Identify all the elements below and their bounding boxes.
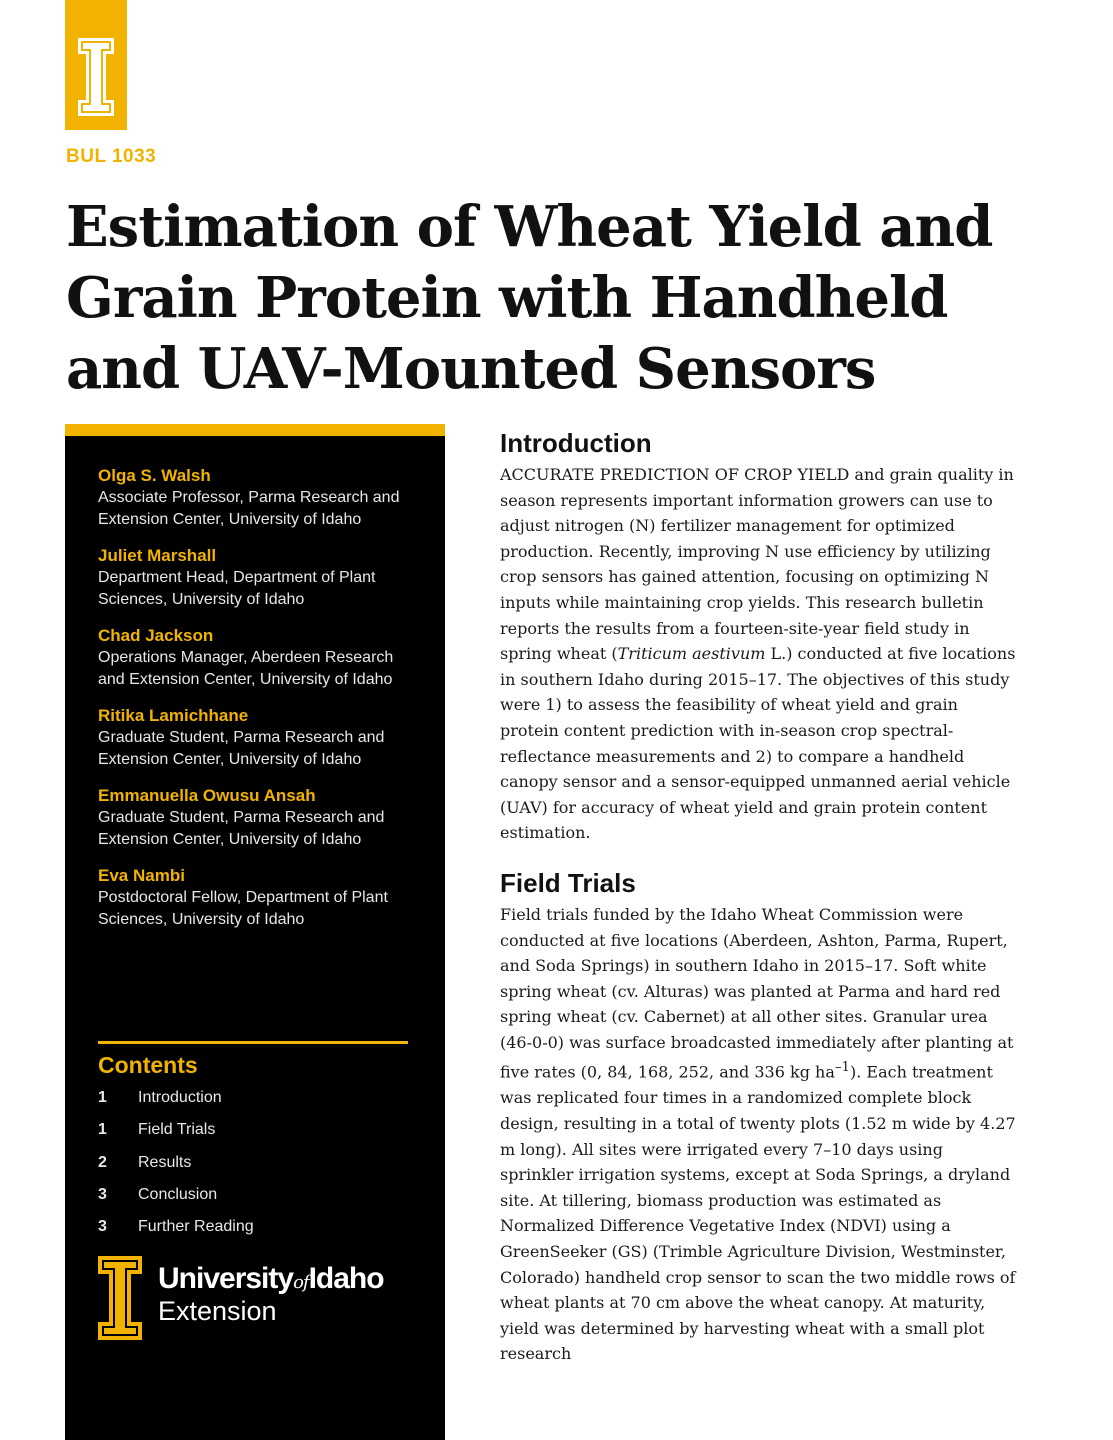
author-affiliation: Graduate Student, Parma Research and Extension Center, University of Idaho xyxy=(98,809,385,848)
toc-page-number: 3 xyxy=(98,1185,107,1203)
block-i-logo-icon xyxy=(78,38,114,116)
field-text-b: ). Each treatment was replicated four times in a randomized complete block design, resulting in a total of twenty plots (1.52 m wide by 4.27 m long). All sites were irrigated every 7–10 days using sprinkler irrigation systems, except at Soda Springs, a dryland site. At tillering, biomass production was estimated as Normalized Difference Vegetative Index (NDVI) using a GreenSeeker (GS) (Trimble Agriculture Division, Westminster, Colorado) handheld crop sensor to scan the two middle rows of wheat plants at 70 cm above the wheat canopy. At maturity, yield was determined by harvesting wheat with a small plot research xyxy=(500,1062,1016,1364)
author-entry xyxy=(98,464,418,530)
logo-word-university: University xyxy=(158,1262,294,1295)
unit-superscript: –1 xyxy=(834,1060,851,1076)
toc-page-number: 1 xyxy=(98,1089,107,1106)
main-column xyxy=(500,424,1020,1367)
author-name: Emmanuella Owusu Ansah xyxy=(98,786,316,805)
author-name: Eva Nambi xyxy=(98,866,185,885)
logo-word-of: of xyxy=(293,1272,309,1293)
logo-word-idaho: Idaho xyxy=(308,1262,384,1295)
field-trials-paragraph xyxy=(500,902,1020,1367)
toc-label: Conclusion xyxy=(138,1185,218,1203)
toc-page-number: 1 xyxy=(98,1121,107,1139)
toc-label: Field Trials xyxy=(138,1121,216,1139)
section-heading-field-trials: Field Trials xyxy=(500,867,636,898)
table-of-contents xyxy=(98,1088,254,1249)
introduction-paragraph xyxy=(500,462,1020,846)
toc-item-field-trials[interactable] xyxy=(98,1120,254,1152)
contents-rule xyxy=(98,1041,408,1044)
species-name: Triticum aestivum xyxy=(617,644,766,664)
author-name: Juliet Marshall xyxy=(98,546,217,565)
toc-label: Further Reading xyxy=(138,1218,254,1236)
field-text-a: Field trials funded by the Idaho Wheat Commission were conducted at five locations (Aberdeen, Ashton, Parma, Rupert, and Soda Springs) in southern Idaho in 2015–17. Soft white spring wheat (cv. Alturas) was planted at Parma and hard red spring wheat (cv. Cabernet) at all other sites. Granular urea (46-0-0) was surface broadcasted immediately after planting at five rates (0, 84, 168, 252, and 336 kg ha xyxy=(500,904,1014,1082)
logo-wordmark xyxy=(158,1262,384,1296)
author-name: Chad Jackson xyxy=(98,626,214,645)
author-affiliation: Associate Professor, Parma Research and Extension Center, University of Idaho xyxy=(98,489,400,528)
section-heading-introduction: Introduction xyxy=(500,428,652,458)
author-entry xyxy=(98,864,418,930)
author-name: Olga S. Walsh xyxy=(98,466,211,485)
toc-page-number: 3 xyxy=(98,1218,107,1236)
author-name: Ritika Lamichhane xyxy=(98,706,249,725)
author-affiliation: Operations Manager, Aberdeen Research and Extension Center, University of Idaho xyxy=(98,649,394,688)
author-affiliation: Department Head, Department of Plant Sciences, University of Idaho xyxy=(98,569,376,608)
toc-item-introduction[interactable] xyxy=(98,1088,254,1120)
toc-item-conclusion[interactable] xyxy=(98,1185,254,1217)
intro-text-a: ACCURATE PREDICTION OF CROP YIELD and grain quality in season represents important information growers can use to adjust nitrogen (N) fertilizer management for optimized production. Recently, improving N use efficiency by utilizing crop sensors has gained attention, focusing on optimizing N inputs while maintaining crop yields. This research bulletin reports the results from a fourteen-site-year field study in spring wheat ( xyxy=(500,465,1014,664)
page-title: Estimation of Wheat Yield and Grain Protein with Handheld and UAV-Mounted Sensors xyxy=(66,194,993,402)
contents-heading: Contents xyxy=(98,1052,198,1078)
toc-label: Results xyxy=(138,1153,192,1171)
block-i-logo-icon xyxy=(98,1256,142,1340)
logo-extension: Extension xyxy=(158,1296,277,1326)
sidebar-top-rule xyxy=(65,424,445,436)
intro-text-b: L.) conducted at five locations in southern Idaho during 2015–17. The objectives of this study were 1) to assess the feasibility of wheat yield and grain protein content prediction with in-season crop spectral-reflectance measurements and 2) to compare a handheld canopy sensor and a sensor-equipped unmanned aerial vehicle (UAV) for accuracy of wheat yield and grain protein content estimation. xyxy=(500,644,1016,843)
author-affiliation: Postdoctoral Fellow, Department of Plant Sciences, University of Idaho xyxy=(98,889,388,928)
bulletin-number: BUL 1033 xyxy=(66,146,157,167)
toc-item-results[interactable] xyxy=(98,1153,254,1185)
sidebar xyxy=(65,424,445,1440)
university-extension-logo xyxy=(98,1256,428,1346)
logo-tab xyxy=(65,0,127,130)
author-entry xyxy=(98,704,418,770)
toc-item-further-reading[interactable] xyxy=(98,1217,254,1249)
author-list xyxy=(98,464,418,944)
toc-page-number: 2 xyxy=(98,1153,107,1171)
author-affiliation: Graduate Student, Parma Research and Extension Center, University of Idaho xyxy=(98,729,385,768)
author-entry xyxy=(98,784,418,850)
author-entry xyxy=(98,544,418,610)
author-entry xyxy=(98,624,418,690)
toc-label: Introduction xyxy=(138,1089,222,1106)
